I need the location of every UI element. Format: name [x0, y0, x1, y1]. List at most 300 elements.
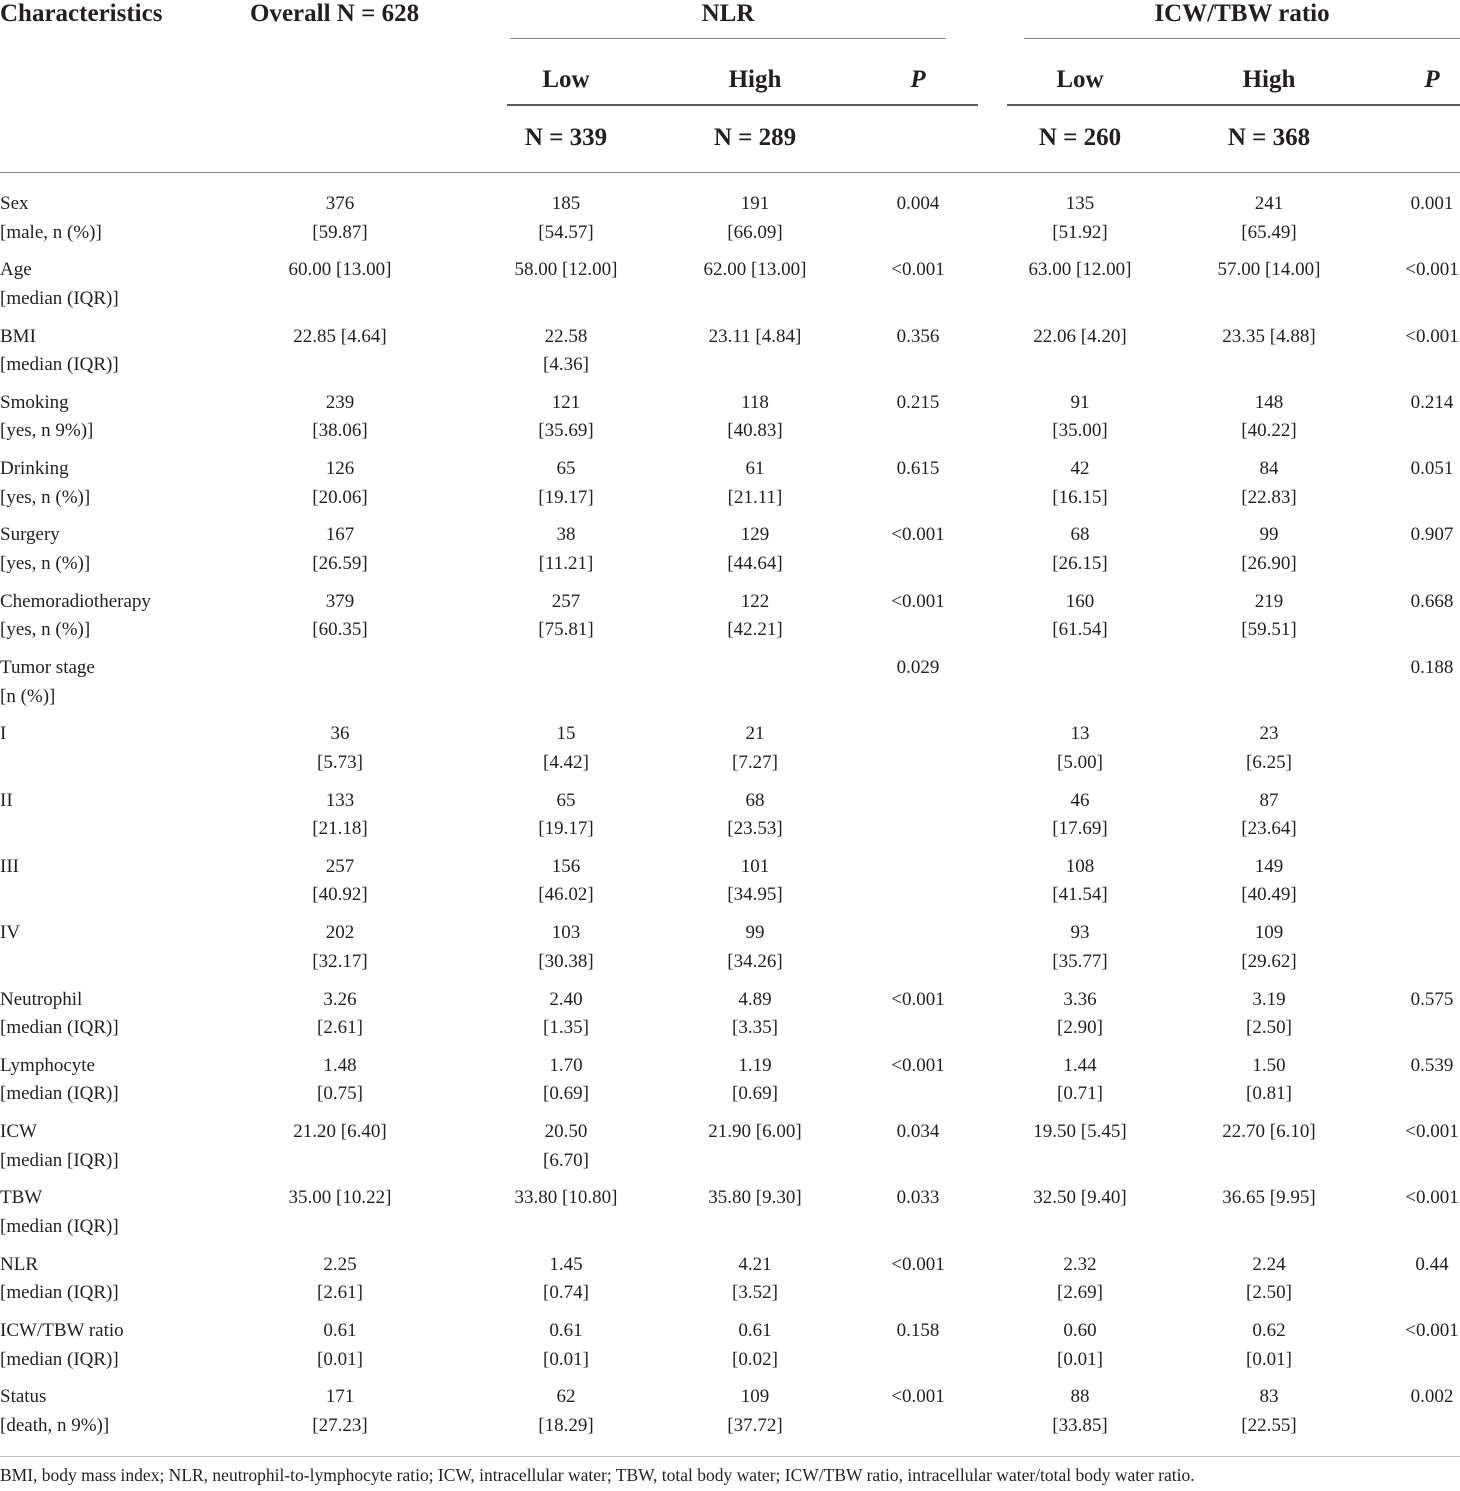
cell-line: [30.38]	[538, 950, 594, 972]
cell-line: <0.001	[891, 988, 945, 1010]
cell-line: 22.85 [4.64]	[293, 325, 387, 347]
cell-line: [median (IQR)]	[0, 1348, 119, 1370]
cell-line: [60.35]	[312, 619, 368, 641]
cell-icw-low	[1000, 986, 1160, 1043]
cell-label	[0, 1118, 240, 1175]
table-row	[0, 1383, 1460, 1449]
cell-line: 129	[740, 524, 770, 546]
cell-line: [18.29]	[538, 1414, 594, 1436]
cell-nlr-low	[486, 455, 646, 512]
cell-line: [median (IQR)]	[0, 1017, 119, 1039]
cell-line: [26.90]	[1241, 552, 1297, 574]
cell-line: 0.033	[896, 1187, 940, 1209]
cell-overall	[240, 190, 440, 247]
table-footnote: BMI, body mass index; NLR, neutrophil-to-lymphocyte ratio; ICW, intracellular water; TBW, total body water; ICW/TBW ratio, intracellular water/total body water ratio.	[0, 1465, 1195, 1485]
cell-line: Drinking	[0, 458, 69, 480]
cell-nlr-high	[675, 1317, 835, 1374]
cell-line: <0.001	[891, 590, 945, 612]
cell-line: [0.69]	[732, 1083, 778, 1105]
cell-line: ICW	[0, 1121, 37, 1143]
cell-icw-low	[1000, 455, 1160, 512]
cell-label	[0, 787, 240, 816]
cell-line: [51.92]	[1052, 221, 1108, 243]
cell-line: ICW/TBW ratio	[0, 1320, 124, 1342]
cell-line: 61	[745, 458, 765, 480]
cell-icw-p	[1382, 1184, 1460, 1213]
cell-line: [16.15]	[1052, 486, 1108, 508]
cell-line: [3.35]	[732, 1017, 778, 1039]
cell-icw-low	[1000, 588, 1160, 645]
cell-icw-high	[1189, 720, 1349, 777]
cell-line: 87	[1259, 789, 1279, 811]
cell-line: [1.35]	[543, 1017, 589, 1039]
cell-line: 121	[551, 391, 581, 413]
header-nlr-low-n: N = 339	[524, 124, 608, 151]
cell-line: [2.90]	[1057, 1017, 1103, 1039]
cell-nlr-low	[486, 919, 646, 976]
cell-line: III	[0, 855, 19, 877]
cell-icw-high	[1189, 1317, 1349, 1374]
table-body	[0, 190, 1460, 1450]
cell-label	[0, 1052, 240, 1109]
cell-line: II	[0, 789, 13, 811]
cell-line: 126	[325, 458, 355, 480]
cell-line: IV	[0, 922, 21, 944]
cell-line: 21.90 [6.00]	[708, 1121, 802, 1143]
cell-line: Status	[0, 1386, 47, 1408]
cell-line: [35.00]	[1052, 420, 1108, 442]
cell-icw-low	[1000, 787, 1160, 844]
cell-nlr-low	[486, 1052, 646, 1109]
cell-nlr-high	[675, 919, 835, 976]
cell-line: Chemoradiotherapy	[0, 590, 151, 612]
cell-line: 0.029	[896, 657, 940, 679]
cell-icw-high	[1189, 986, 1349, 1043]
table-row	[0, 720, 1460, 786]
cell-icw-low	[1000, 521, 1160, 578]
cell-line: 65	[556, 458, 576, 480]
cell-line: Smoking	[0, 391, 69, 413]
cell-line: 3.19	[1252, 988, 1286, 1010]
cell-line: [0.01]	[1057, 1348, 1103, 1370]
cell-line: 171	[325, 1386, 355, 1408]
cell-icw-high	[1189, 588, 1349, 645]
cell-line: 0.61	[549, 1320, 583, 1342]
cell-nlr-high	[675, 986, 835, 1043]
cell-line: 13	[1070, 723, 1090, 745]
cell-line: 23.11 [4.84]	[708, 325, 802, 347]
cell-line: 21	[745, 723, 765, 745]
cell-overall	[240, 521, 440, 578]
cell-line: 0.44	[1415, 1253, 1449, 1275]
header-nlr-high-n: N = 289	[713, 124, 797, 151]
table-row	[0, 521, 1460, 587]
cell-line: 0.034	[896, 1121, 940, 1143]
cell-icw-low	[1000, 1383, 1160, 1440]
cell-overall	[240, 389, 440, 446]
table-row	[0, 1118, 1460, 1184]
cell-overall	[240, 588, 440, 645]
cell-line: 23	[1259, 723, 1279, 745]
cell-line: [19.17]	[538, 818, 594, 840]
cell-line: [2.50]	[1246, 1017, 1292, 1039]
cell-line: [median (IQR)]	[0, 287, 119, 309]
cell-line: [41.54]	[1052, 884, 1108, 906]
table-row	[0, 455, 1460, 521]
header-icw-p: P	[1424, 66, 1440, 93]
cell-line: [23.53]	[727, 818, 783, 840]
nlr-group-underline	[510, 38, 946, 39]
cell-icw-low	[1000, 190, 1160, 247]
cell-line: [33.85]	[1052, 1414, 1108, 1436]
cell-line: [3.52]	[732, 1282, 778, 1304]
cell-line: 0.61	[738, 1320, 772, 1342]
cell-line: [75.81]	[538, 619, 594, 641]
cell-line: Sex	[0, 193, 29, 214]
cell-line: 68	[745, 789, 765, 811]
cell-line: 0.356	[896, 325, 940, 347]
cell-line: 32.50 [9.40]	[1033, 1187, 1127, 1209]
cell-icw-p	[1382, 588, 1460, 617]
cell-line: 2.24	[1252, 1253, 1286, 1275]
cell-overall	[240, 720, 440, 777]
cell-label	[0, 256, 240, 313]
cell-line: [n (%)]	[0, 685, 56, 707]
cell-line: [0.81]	[1246, 1083, 1292, 1105]
cell-nlr-low	[486, 190, 646, 247]
cell-nlr-p	[868, 1052, 968, 1081]
cell-line: 101	[740, 855, 770, 877]
cell-line: [21.11]	[727, 486, 783, 508]
cell-nlr-high	[675, 1052, 835, 1109]
table-row	[0, 389, 1460, 455]
cell-icw-high	[1189, 1383, 1349, 1440]
header-nlr-group: NLR	[701, 0, 755, 27]
cell-icw-high	[1189, 853, 1349, 910]
header-icw-high-n: N = 368	[1227, 124, 1311, 151]
cell-line: 58.00 [12.00]	[514, 259, 618, 281]
cell-nlr-high	[675, 1251, 835, 1308]
cell-icw-p	[1382, 1052, 1460, 1081]
cell-line: Tumor stage	[0, 657, 95, 679]
cell-line: 91	[1070, 391, 1090, 413]
cell-line: 239	[325, 391, 355, 413]
cell-line: [17.69]	[1052, 818, 1108, 840]
table-row	[0, 323, 1460, 389]
cell-line: 36.65 [9.95]	[1222, 1187, 1316, 1209]
cell-line: <0.001	[1405, 1121, 1459, 1143]
cell-icw-low	[1000, 1251, 1160, 1308]
cell-line: [median (IQR)]	[0, 354, 119, 376]
cell-line: 108	[1065, 855, 1095, 877]
cell-line: <0.001	[1405, 1320, 1459, 1342]
cell-line: 60.00 [13.00]	[288, 259, 392, 281]
table-row	[0, 1052, 1460, 1118]
cell-line: 4.89	[738, 988, 772, 1010]
cell-line: 36	[330, 723, 350, 745]
header-characteristics: Characteristics	[0, 0, 163, 27]
cell-line: 1.45	[549, 1253, 583, 1275]
cell-line: 219	[1254, 590, 1284, 612]
cell-nlr-low	[486, 1118, 646, 1175]
cell-line: [26.59]	[312, 552, 368, 574]
cell-line: 4.21	[738, 1253, 772, 1275]
cell-nlr-p	[868, 1317, 968, 1346]
cell-nlr-low	[486, 1184, 646, 1213]
cell-line: 0.002	[1410, 1386, 1454, 1408]
cell-line: 46	[1070, 789, 1090, 811]
cell-icw-p	[1382, 1118, 1460, 1147]
cell-icw-p	[1382, 654, 1460, 683]
table-row	[0, 919, 1460, 985]
cell-line: 0.051	[1410, 458, 1454, 480]
cell-line: Lymphocyte	[0, 1054, 95, 1076]
cell-line: [54.57]	[538, 221, 594, 243]
cell-line: Neutrophil	[0, 988, 83, 1010]
cell-icw-p	[1382, 256, 1460, 285]
cell-nlr-p	[868, 1251, 968, 1280]
cell-line: 191	[740, 193, 770, 214]
cell-line: 109	[1254, 922, 1284, 944]
cell-line: 15	[556, 723, 576, 745]
cell-line: [0.71]	[1057, 1083, 1103, 1105]
cell-label	[0, 1317, 240, 1374]
cell-line: 23.35 [4.88]	[1222, 325, 1316, 347]
cell-line: [19.17]	[538, 486, 594, 508]
cell-line: 0.004	[896, 193, 940, 214]
header-icw-low-n: N = 260	[1038, 124, 1122, 151]
cell-label	[0, 919, 240, 948]
cell-line: [death, n 9%)]	[0, 1414, 110, 1436]
cell-line: [38.06]	[312, 420, 368, 442]
cell-icw-low	[1000, 1184, 1160, 1213]
cell-icw-low	[1000, 1118, 1160, 1147]
cell-line: NLR	[0, 1253, 38, 1275]
cell-line: 35.80 [9.30]	[708, 1187, 802, 1209]
cell-line: 0.615	[896, 458, 940, 480]
table-row	[0, 787, 1460, 853]
cell-line: 0.62	[1252, 1320, 1286, 1342]
cell-line: [21.18]	[312, 818, 368, 840]
cell-line: 57.00 [14.00]	[1217, 259, 1321, 281]
cell-line: [5.00]	[1057, 751, 1103, 773]
cell-line: 376	[325, 193, 355, 214]
cell-line: <0.001	[1405, 1187, 1459, 1209]
cell-line: 99	[745, 922, 765, 944]
cell-line: [40.83]	[727, 420, 783, 442]
cell-line: [male, n (%)]	[0, 221, 102, 243]
cell-icw-high	[1189, 787, 1349, 844]
cell-overall	[240, 853, 440, 910]
cell-line: [40.49]	[1241, 884, 1297, 906]
cell-icw-high	[1189, 190, 1349, 247]
header-icw-high: High	[1242, 66, 1296, 93]
cell-line: 257	[325, 855, 355, 877]
cell-nlr-low	[486, 588, 646, 645]
cell-line: 148	[1254, 391, 1284, 413]
cell-line: 0.214	[1410, 391, 1454, 413]
cell-line: 257	[551, 590, 581, 612]
subheader-rule-nlr	[507, 104, 978, 106]
cell-line: [11.21]	[538, 552, 594, 574]
cell-line: 0.158	[896, 1320, 940, 1342]
cell-nlr-low	[486, 521, 646, 578]
cell-line: 0.668	[1410, 590, 1454, 612]
cell-line: 109	[740, 1386, 770, 1408]
cell-line: 42	[1070, 458, 1090, 480]
cell-nlr-p	[868, 455, 968, 484]
header-overall: Overall N = 628	[250, 0, 420, 27]
cell-label	[0, 986, 240, 1043]
table-row	[0, 654, 1460, 720]
cell-icw-high	[1189, 256, 1349, 285]
cell-overall	[240, 1118, 440, 1147]
cell-line: [40.92]	[312, 884, 368, 906]
cell-line: [34.95]	[727, 884, 783, 906]
cell-line: [0.74]	[543, 1282, 589, 1304]
cell-line: <0.001	[891, 1386, 945, 1408]
cell-line: [median [IQR)]	[0, 1149, 119, 1171]
cell-nlr-low	[486, 323, 646, 380]
cell-line: 1.70	[549, 1054, 583, 1076]
cell-overall	[240, 1052, 440, 1109]
cell-line: I	[0, 723, 7, 745]
cell-line: [0.01]	[317, 1348, 363, 1370]
cell-line: <0.001	[891, 1253, 945, 1275]
cell-line: [46.02]	[538, 884, 594, 906]
cell-line: 122	[740, 590, 770, 612]
cell-line: 65	[556, 789, 576, 811]
cell-nlr-high	[675, 521, 835, 578]
cell-label	[0, 1383, 240, 1440]
cell-line: [26.15]	[1052, 552, 1108, 574]
cell-label	[0, 521, 240, 578]
cell-nlr-high	[675, 455, 835, 512]
cell-line: [2.50]	[1246, 1282, 1292, 1304]
cell-line: [40.22]	[1241, 420, 1297, 442]
table-row	[0, 1184, 1460, 1250]
cell-nlr-high	[675, 389, 835, 446]
cell-label	[0, 323, 240, 380]
cell-line: 22.58	[544, 325, 588, 347]
cell-line: <0.001	[1405, 259, 1459, 281]
cell-label	[0, 853, 240, 882]
cell-overall	[240, 256, 440, 285]
cell-nlr-p	[868, 1118, 968, 1147]
cell-nlr-p	[868, 389, 968, 418]
table-bottom-rule	[0, 1456, 1460, 1457]
cell-line: 156	[551, 855, 581, 877]
cell-line: [yes, n (%)]	[0, 619, 91, 641]
cell-line: 19.50 [5.45]	[1033, 1121, 1127, 1143]
cell-icw-p	[1382, 1251, 1460, 1280]
cell-label	[0, 1184, 240, 1241]
icw-group-underline	[1024, 38, 1460, 39]
cell-overall	[240, 787, 440, 844]
cell-label	[0, 190, 240, 247]
cell-line: 0.61	[323, 1320, 357, 1342]
cell-icw-p	[1382, 190, 1460, 219]
cell-nlr-p	[868, 986, 968, 1015]
cell-nlr-p	[868, 190, 968, 219]
cell-line: 167	[325, 524, 355, 546]
cell-line: 1.44	[1063, 1054, 1097, 1076]
cell-line: 83	[1259, 1386, 1279, 1408]
cell-line: [20.06]	[312, 486, 368, 508]
cell-line: [0.01]	[543, 1348, 589, 1370]
cell-nlr-p	[868, 256, 968, 285]
cell-nlr-low	[486, 1383, 646, 1440]
cell-label	[0, 720, 240, 749]
cell-line: [35.77]	[1052, 950, 1108, 972]
cell-line: [4.42]	[543, 751, 589, 773]
cell-icw-low	[1000, 389, 1160, 446]
cell-label	[0, 455, 240, 512]
cell-line: [44.64]	[727, 552, 783, 574]
cell-icw-low	[1000, 323, 1160, 352]
cell-line: [27.23]	[312, 1414, 368, 1436]
cell-line: [0.75]	[317, 1083, 363, 1105]
cell-line: <0.001	[1405, 325, 1459, 347]
cell-nlr-p	[868, 654, 968, 683]
cell-icw-p	[1382, 521, 1460, 550]
cell-icw-p	[1382, 455, 1460, 484]
header-nlr-high: High	[728, 66, 782, 93]
cell-line: 0.907	[1410, 524, 1454, 546]
cell-nlr-low	[486, 853, 646, 910]
cell-line: [4.36]	[543, 354, 589, 376]
cell-overall	[240, 919, 440, 976]
cell-icw-low	[1000, 919, 1160, 976]
cell-line: 21.20 [6.40]	[293, 1121, 387, 1143]
cell-line: [7.27]	[732, 751, 778, 773]
cell-line: [42.21]	[727, 619, 783, 641]
cell-nlr-high	[675, 1118, 835, 1147]
cell-line: 202	[325, 922, 355, 944]
cell-line: 93	[1070, 922, 1090, 944]
table-row	[0, 1251, 1460, 1317]
cell-line: 1.19	[738, 1054, 772, 1076]
cell-line: 3.26	[323, 988, 357, 1010]
cell-line: [2.61]	[317, 1017, 363, 1039]
cell-overall	[240, 1251, 440, 1308]
cell-line: [37.72]	[727, 1414, 783, 1436]
cell-line: Surgery	[0, 524, 60, 546]
cell-line: 149	[1254, 855, 1284, 877]
cell-nlr-p	[868, 1184, 968, 1213]
cell-icw-high	[1189, 521, 1349, 578]
cell-line: 0.215	[896, 391, 940, 413]
cell-nlr-low	[486, 1317, 646, 1374]
cell-overall	[240, 455, 440, 512]
cell-icw-low	[1000, 1052, 1160, 1109]
cell-icw-p	[1382, 323, 1460, 352]
cell-icw-p	[1382, 986, 1460, 1015]
table-row	[0, 190, 1460, 256]
cell-line: 0.001	[1410, 193, 1454, 214]
cell-line: 2.25	[323, 1253, 357, 1275]
cell-nlr-high	[675, 323, 835, 352]
table-row	[0, 1317, 1460, 1383]
cell-line: 0.60	[1063, 1320, 1097, 1342]
table-row	[0, 986, 1460, 1052]
cell-line: 379	[325, 590, 355, 612]
table-row	[0, 256, 1460, 322]
cell-icw-high	[1189, 1251, 1349, 1308]
cell-line: 133	[325, 789, 355, 811]
cell-line: [2.61]	[317, 1282, 363, 1304]
cell-nlr-p	[868, 323, 968, 352]
